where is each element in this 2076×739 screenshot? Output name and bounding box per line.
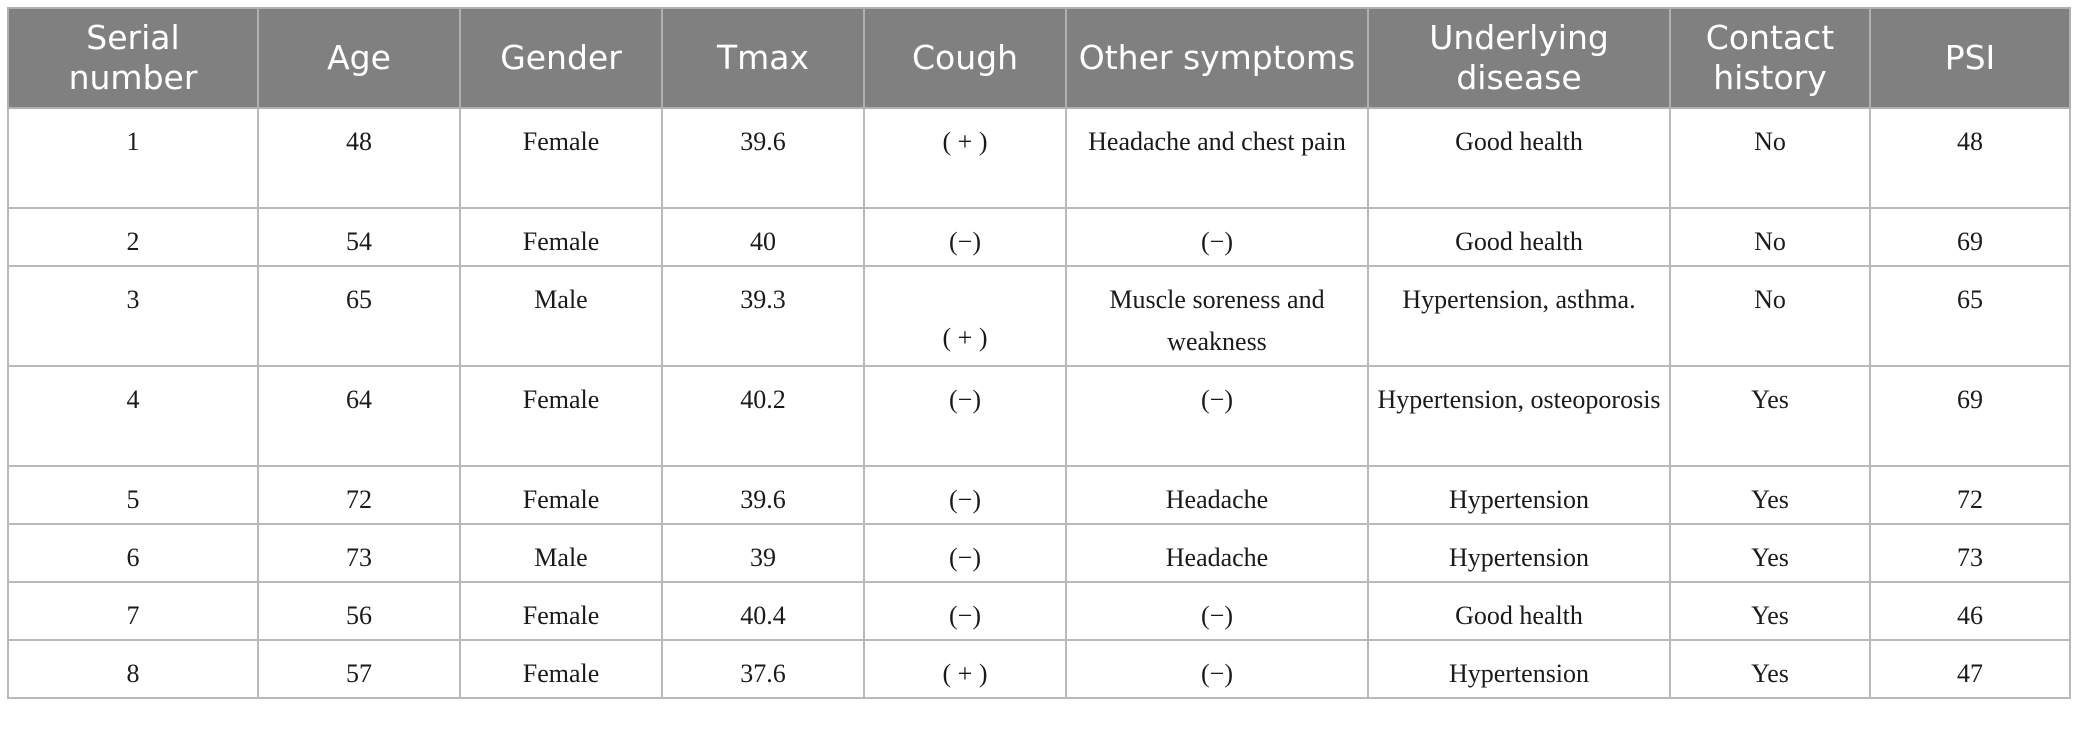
header-underlying-disease: Underlying disease	[1368, 8, 1670, 108]
cell-other-symptoms: (−)	[1066, 366, 1368, 466]
header-serial-number: Serial number	[8, 8, 258, 108]
table-row	[8, 366, 2070, 466]
cell-underlying-disease: Good health	[1368, 108, 1670, 208]
cell-gender: Female	[460, 108, 662, 208]
cell-contact-history: Yes	[1670, 466, 1870, 524]
cell-gender: Female	[460, 466, 662, 524]
cell-cough: ( + )	[864, 108, 1066, 208]
cell-serial-number: 7	[8, 582, 258, 640]
table-row	[8, 582, 2070, 640]
table-row	[8, 466, 2070, 524]
cell-tmax: 39	[662, 524, 864, 582]
cell-contact-history: Yes	[1670, 524, 1870, 582]
cell-psi: 65	[1870, 266, 2070, 366]
cell-cough: ( + )	[864, 640, 1066, 698]
cell-cough: (−)	[864, 524, 1066, 582]
cell-gender: Male	[460, 266, 662, 366]
cell-cough: (−)	[864, 208, 1066, 266]
header-gender: Gender	[460, 8, 662, 108]
cell-contact-history: Yes	[1670, 366, 1870, 466]
cell-serial-number: 1	[8, 108, 258, 208]
cell-age: 72	[258, 466, 460, 524]
table-row	[8, 640, 2070, 698]
cell-other-symptoms: Muscle soreness and weakness	[1066, 266, 1368, 366]
patient-table-container	[7, 7, 2069, 699]
cell-gender: Female	[460, 208, 662, 266]
cell-serial-number: 2	[8, 208, 258, 266]
cell-age: 57	[258, 640, 460, 698]
cell-cough: ( + )	[864, 266, 1066, 366]
cell-serial-number: 4	[8, 366, 258, 466]
cell-age: 48	[258, 108, 460, 208]
cell-psi: 69	[1870, 208, 2070, 266]
cell-tmax: 40.4	[662, 582, 864, 640]
cell-underlying-disease: Good health	[1368, 582, 1670, 640]
cell-underlying-disease: Hypertension, asthma.	[1368, 266, 1670, 366]
cell-contact-history: Yes	[1670, 640, 1870, 698]
cell-psi: 73	[1870, 524, 2070, 582]
cell-tmax: 40.2	[662, 366, 864, 466]
table-row	[8, 524, 2070, 582]
cell-age: 73	[258, 524, 460, 582]
cell-serial-number: 6	[8, 524, 258, 582]
cell-other-symptoms: (−)	[1066, 582, 1368, 640]
cell-tmax: 40	[662, 208, 864, 266]
header-other-symptoms: Other symptoms	[1066, 8, 1368, 108]
cell-serial-number: 8	[8, 640, 258, 698]
cell-cough: (−)	[864, 466, 1066, 524]
table-row	[8, 208, 2070, 266]
cell-other-symptoms: Headache and chest pain	[1066, 108, 1368, 208]
header-tmax: Tmax	[662, 8, 864, 108]
cell-psi: 72	[1870, 466, 2070, 524]
cell-gender: Male	[460, 524, 662, 582]
cell-psi: 47	[1870, 640, 2070, 698]
cell-underlying-disease: Hypertension, osteoporosis	[1368, 366, 1670, 466]
cell-cough: (−)	[864, 366, 1066, 466]
cell-psi: 46	[1870, 582, 2070, 640]
cell-serial-number: 3	[8, 266, 258, 366]
cell-other-symptoms: (−)	[1066, 208, 1368, 266]
cell-tmax: 37.6	[662, 640, 864, 698]
cell-other-symptoms: Headache	[1066, 466, 1368, 524]
cell-tmax: 39.3	[662, 266, 864, 366]
header-psi: PSI	[1870, 8, 2070, 108]
cell-psi: 48	[1870, 108, 2070, 208]
cell-tmax: 39.6	[662, 466, 864, 524]
cell-contact-history: No	[1670, 208, 1870, 266]
cell-age: 64	[258, 366, 460, 466]
cell-contact-history: No	[1670, 108, 1870, 208]
header-age: Age	[258, 8, 460, 108]
cell-age: 65	[258, 266, 460, 366]
cell-psi: 69	[1870, 366, 2070, 466]
cell-cough: (−)	[864, 582, 1066, 640]
cell-gender: Female	[460, 582, 662, 640]
cell-serial-number: 5	[8, 466, 258, 524]
cell-contact-history: Yes	[1670, 582, 1870, 640]
cell-other-symptoms: Headache	[1066, 524, 1368, 582]
cell-contact-history: No	[1670, 266, 1870, 366]
patient-characteristics-table	[7, 7, 2071, 699]
cell-underlying-disease: Good health	[1368, 208, 1670, 266]
cell-underlying-disease: Hypertension	[1368, 640, 1670, 698]
cell-other-symptoms: (−)	[1066, 640, 1368, 698]
cell-age: 54	[258, 208, 460, 266]
cell-age: 56	[258, 582, 460, 640]
cell-tmax: 39.6	[662, 108, 864, 208]
table-row	[8, 266, 2070, 366]
cell-gender: Female	[460, 366, 662, 466]
cell-underlying-disease: Hypertension	[1368, 466, 1670, 524]
header-cough: Cough	[864, 8, 1066, 108]
cell-underlying-disease: Hypertension	[1368, 524, 1670, 582]
header-row	[8, 8, 2070, 108]
header-contact-history: Contact history	[1670, 8, 1870, 108]
cell-gender: Female	[460, 640, 662, 698]
table-row	[8, 108, 2070, 208]
